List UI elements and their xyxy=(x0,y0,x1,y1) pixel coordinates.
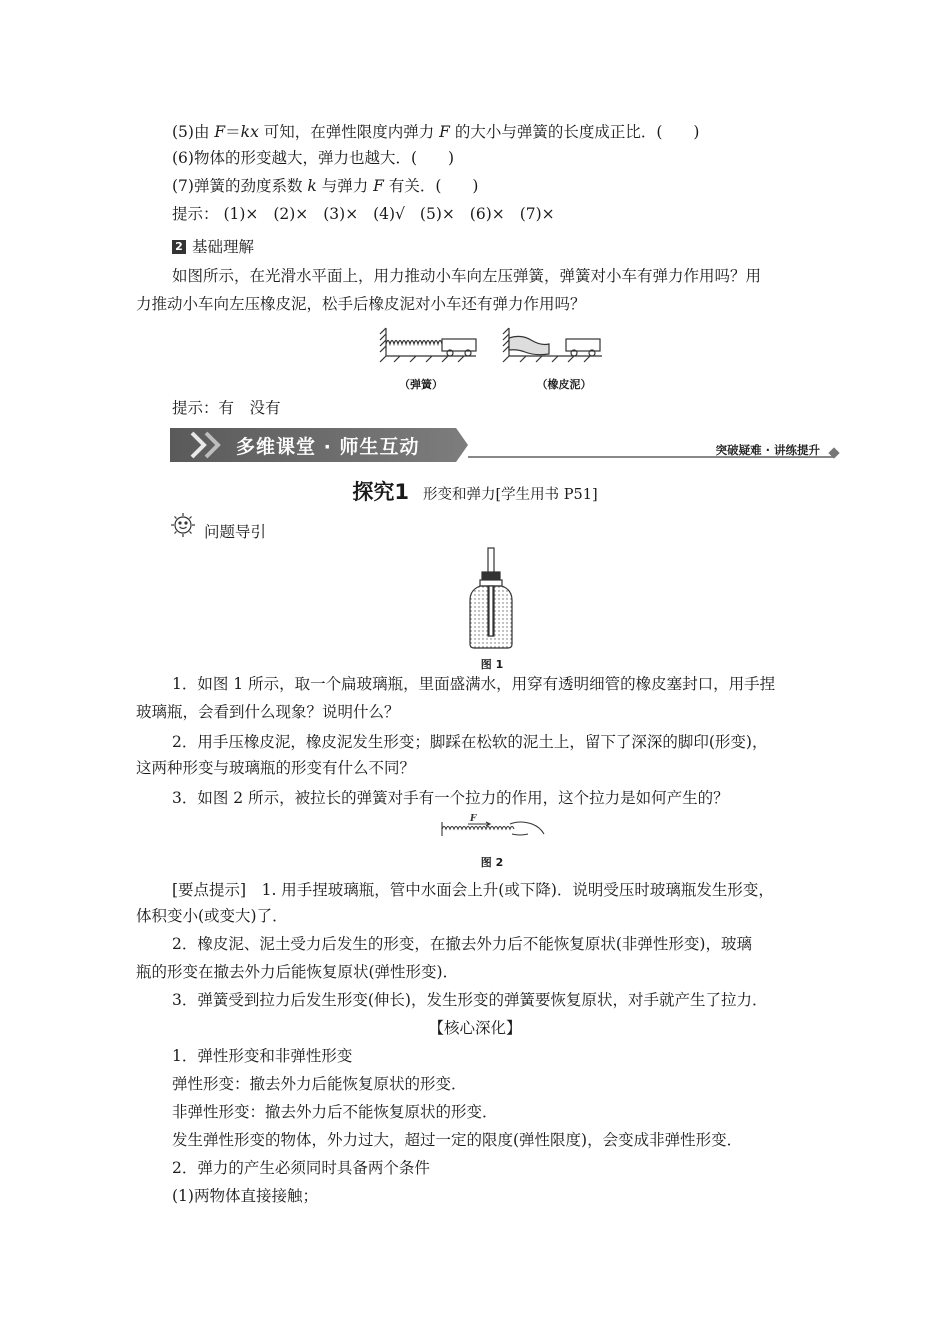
paragraph-line: 如图所示，在光滑水平面上，用力推动小车向左压弹簧，弹簧对小车有弹力作用吗？用 xyxy=(172,267,762,285)
paragraph-line: 2．橡皮泥、泥土受力后发生的形变，在撤去外力后不能恢复原状(非弹性形变)，玻璃 xyxy=(172,935,752,953)
paragraph-line: 3．如图 2 所示，被拉长的弹簧对手有一个拉力的作用，这个拉力是如何产生的？ xyxy=(172,789,729,807)
section-title: 基础理解 xyxy=(192,238,255,256)
math-var: F xyxy=(373,177,384,195)
math-var: F xyxy=(439,123,450,141)
figure-caption: 图 1 xyxy=(480,658,504,671)
paragraph-line: [要点提示] 1. 用手捏玻璃瓶，管中水面会上升(或下降)．说明受压时玻璃瓶发生形变， xyxy=(172,881,774,899)
hint-answers xyxy=(0,202,950,226)
text: ＝ xyxy=(225,123,241,141)
math-var: k xyxy=(307,177,317,195)
hint-item: (5)× xyxy=(419,205,455,223)
paragraph-line: 1．如图 1 所示，取一个扁玻璃瓶，里面盛满水，用穿有透明细管的橡皮塞封口，用手捏 xyxy=(172,675,776,693)
explore-subtitle: 形变和弹力[学生用书 P51] xyxy=(422,487,598,503)
chevron-right-icon xyxy=(200,430,230,460)
paragraph-line: 2．弹力的产生必须同时具备两个条件 xyxy=(172,1159,430,1177)
glass-bottle-figure xyxy=(462,546,522,652)
paragraph-line: 发生弹性形变的物体，外力过大，超过一定的限度(弹性限度)，会变成非弹性形变． xyxy=(172,1131,743,1149)
stretched-spring-figure xyxy=(438,812,546,840)
paragraph-line: 体积变小(或变大)了． xyxy=(136,907,288,925)
explore-title: 探究1 xyxy=(352,480,409,504)
question-guide-label: 问题导引 xyxy=(204,523,267,541)
answer-line: 提示：有 没有 xyxy=(172,399,281,417)
explore-heading xyxy=(0,476,950,506)
text: 的大小与弹簧的长度成正比．( ) xyxy=(449,123,700,141)
paragraph-line: 玻璃瓶，会看到什么现象？说明什么？ xyxy=(136,703,400,721)
figure-caption: （橡皮泥） xyxy=(536,378,592,391)
banner-title: 多维课堂 · 师生互动 xyxy=(236,436,420,458)
text: 与弹力 xyxy=(316,177,374,195)
banner-subtitle: 突破疑难 · 讲练提升 xyxy=(715,443,820,457)
text: (5)由 xyxy=(172,123,215,141)
text: (7)弹簧的劲度系数 xyxy=(172,177,308,195)
paragraph-line: 3．弹簧受到拉力后发生形变(伸长)，发生形变的弹簧要恢复原状，对手就产生了拉力． xyxy=(172,991,768,1009)
paragraph-line: 这两种形变与玻璃瓶的形变有什么不同？ xyxy=(136,759,416,777)
figure-caption: 图 2 xyxy=(480,856,504,869)
hint-item: (6)× xyxy=(469,205,505,223)
hint-item: (1)× xyxy=(223,205,259,223)
force-label: F xyxy=(470,814,477,824)
statement-7 xyxy=(0,174,950,198)
paragraph-line: 弹性形变：撤去外力后能恢复原状的形变． xyxy=(172,1075,467,1093)
section-banner xyxy=(170,428,840,464)
hint-item: (4)√ xyxy=(373,205,405,223)
text: 有关．( ) xyxy=(383,177,479,195)
paragraph-line: 瓶的形变在撤去外力后能恢复原状(弹性形变)． xyxy=(136,963,459,981)
core-heading: 【核心深化】 xyxy=(428,1019,522,1037)
text: 可知，在弹性限度内弹力 xyxy=(258,123,440,141)
paragraph-line: (1)两物体直接接触； xyxy=(172,1187,318,1205)
statement-6: (6)物体的形变越大，弹力也越大．( ) xyxy=(172,149,455,167)
paragraph-line: 力推动小车向左压橡皮泥，松手后橡皮泥对小车还有弹力作用吗？ xyxy=(136,295,586,313)
paragraph-line: 2．用手压橡皮泥，橡皮泥发生形变；脚踩在松软的泥土上，留下了深深的脚印(形变)， xyxy=(172,733,768,751)
math-var: kx xyxy=(240,123,259,141)
statement-5 xyxy=(0,120,950,144)
hint-item: (2)× xyxy=(273,205,309,223)
paragraph-line: 非弹性形变：撤去外力后不能恢复原状的形变． xyxy=(172,1103,498,1121)
hint-item: (3)× xyxy=(323,205,359,223)
hint-label: 提示： xyxy=(172,205,219,223)
figure-caption: （弹簧） xyxy=(399,378,443,391)
paragraph-line: 1．弹性形变和非弹性形变 xyxy=(172,1047,353,1065)
math-var: F xyxy=(214,123,226,141)
section-number-badge: 2 xyxy=(172,240,186,254)
spring-cart-figure xyxy=(376,322,606,370)
sun-face-icon xyxy=(170,512,196,538)
hint-item: (7)× xyxy=(519,205,555,223)
